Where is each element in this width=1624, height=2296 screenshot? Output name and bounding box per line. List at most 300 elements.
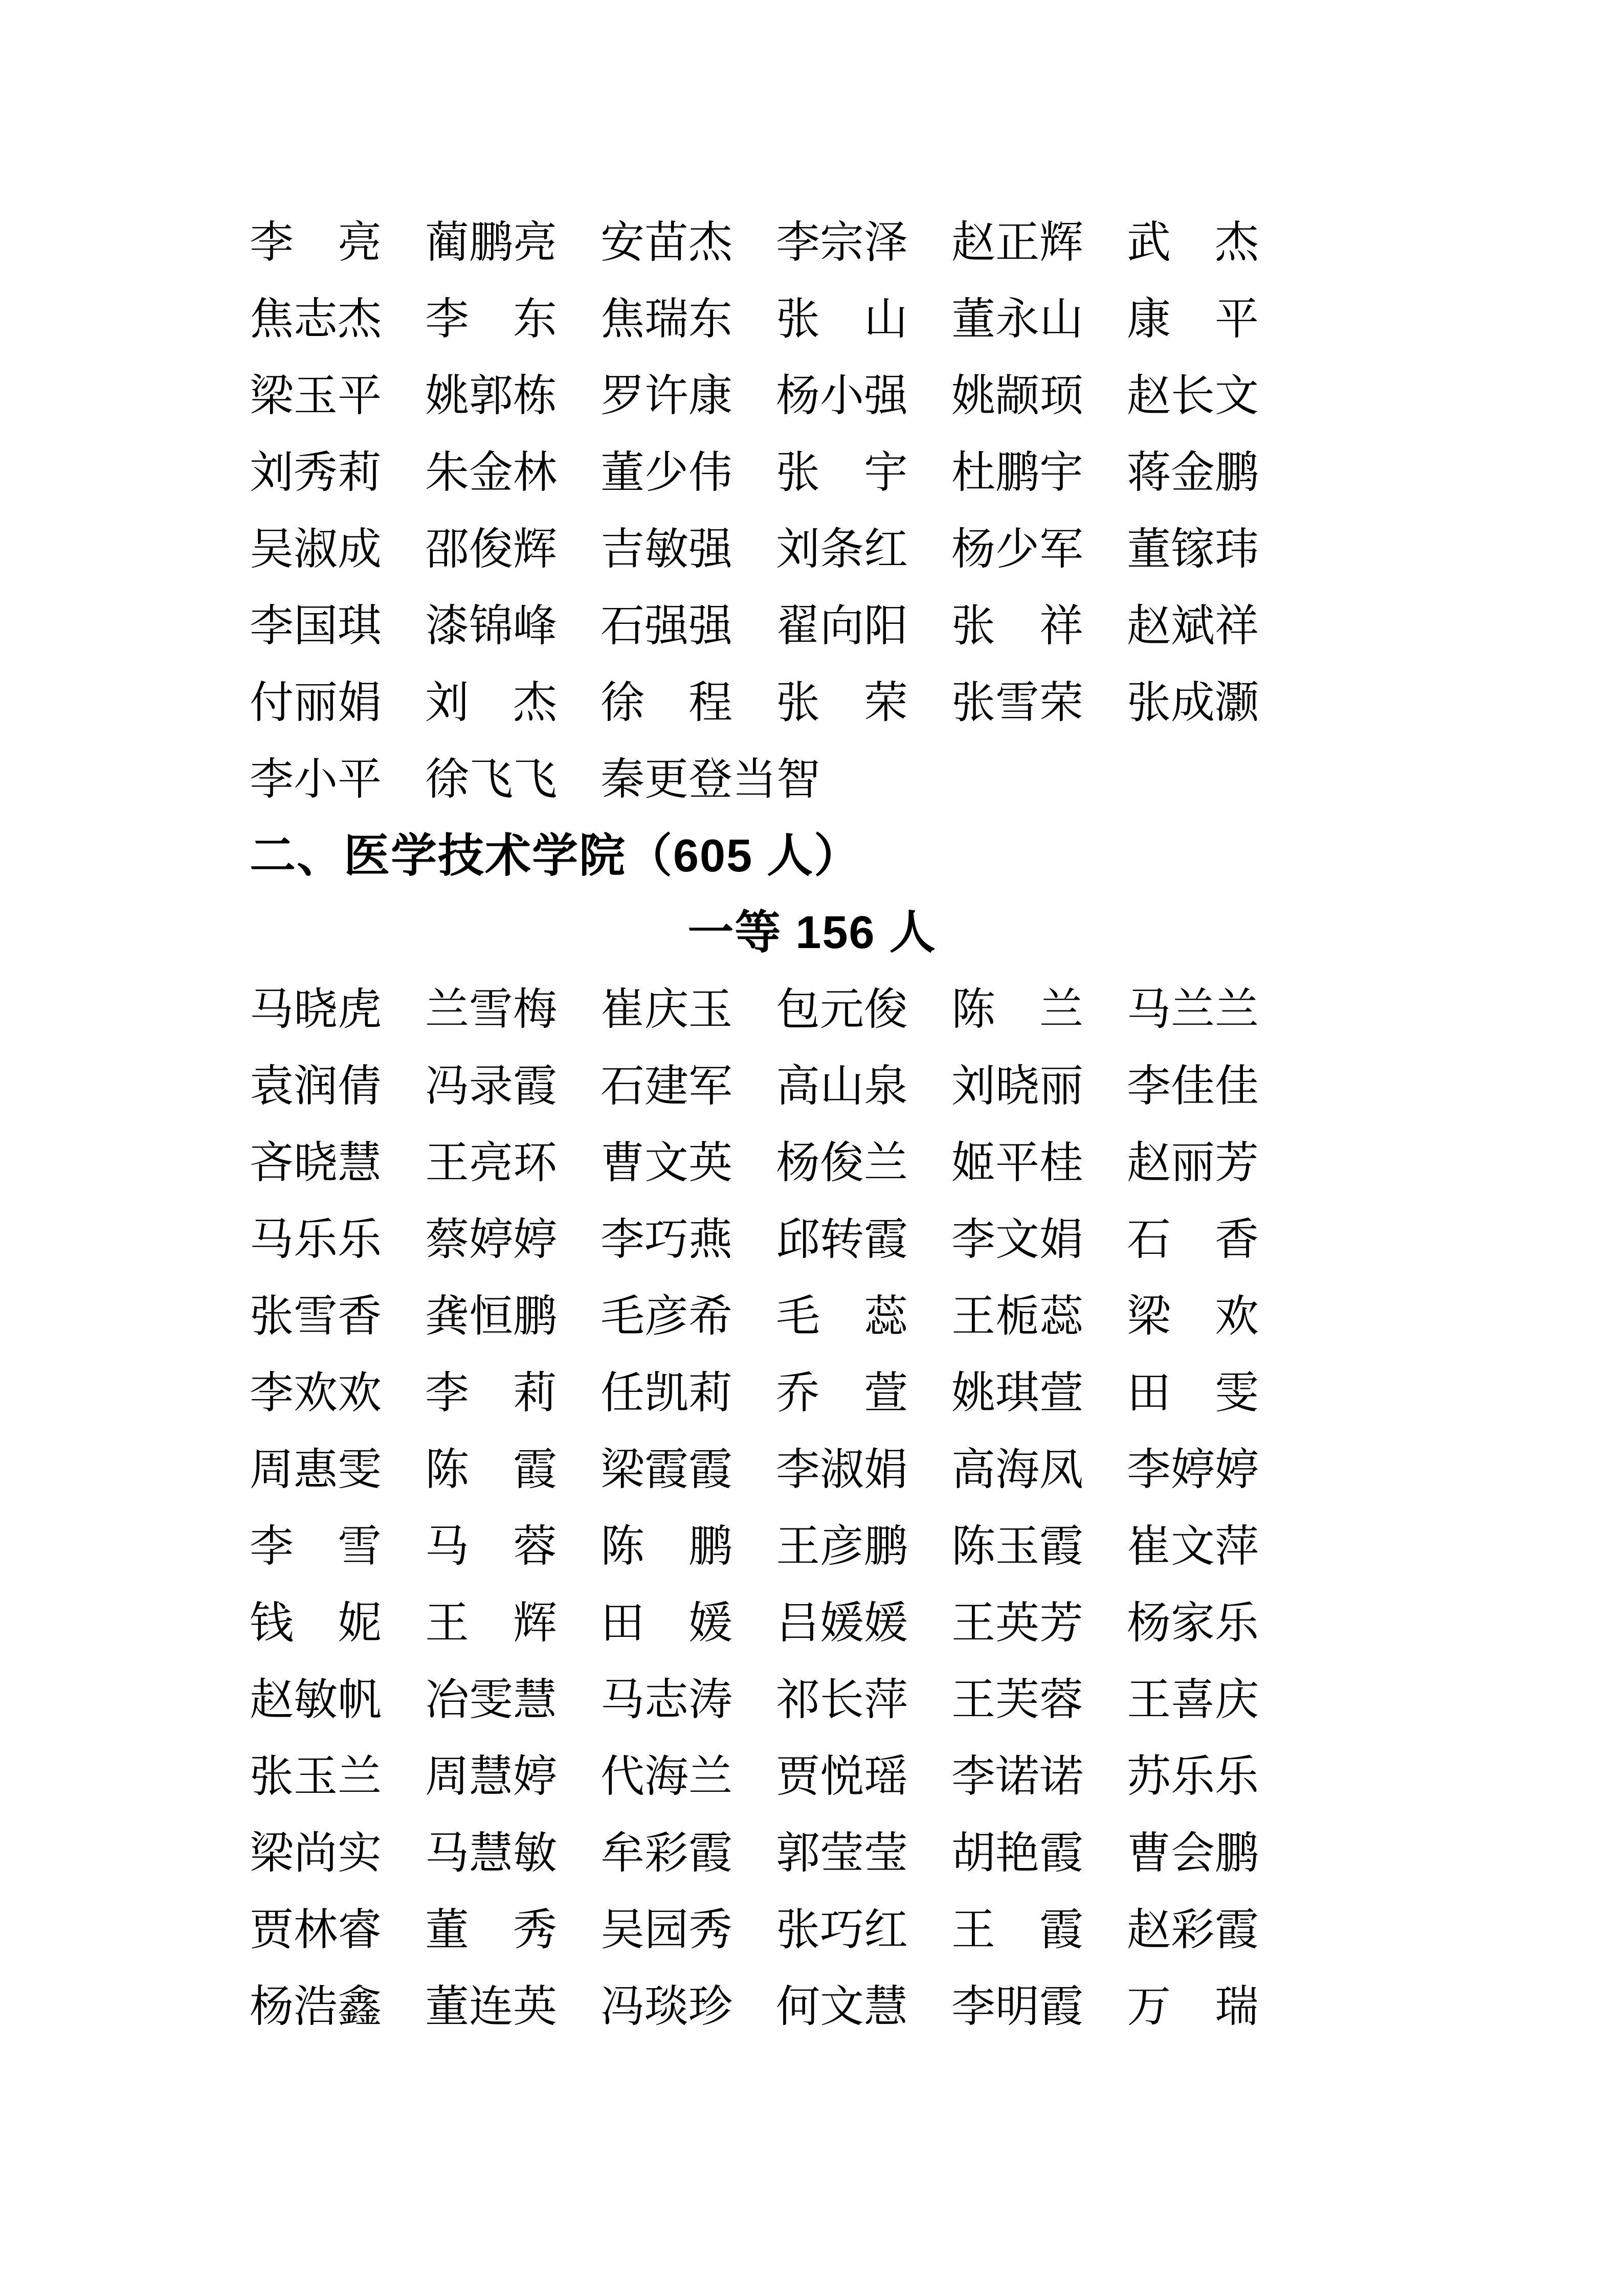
- name-char: 慧: [338, 1138, 382, 1187]
- name-char: 王: [776, 1522, 820, 1571]
- person-name: [776, 1368, 908, 1417]
- person-name: [776, 1675, 908, 1724]
- name-char: 实: [338, 1829, 382, 1878]
- name-char: 彦: [820, 1522, 864, 1571]
- name-char: 张: [776, 678, 820, 727]
- name-char: 俊: [469, 525, 513, 574]
- name-char: 敏: [294, 1675, 338, 1724]
- name-char: 英: [995, 1599, 1039, 1648]
- name-char: 赵: [1127, 371, 1171, 420]
- name-char: 任: [600, 1368, 644, 1417]
- name-char: 徐: [425, 755, 469, 804]
- name-char: 荣: [1039, 678, 1083, 727]
- name-char: 欢: [1215, 1292, 1259, 1341]
- name-char: 艳: [995, 1829, 1039, 1878]
- person-name: [776, 1445, 908, 1494]
- name-row: [250, 1508, 1273, 1585]
- name-char: 登: [688, 755, 732, 804]
- person-name: [425, 1905, 557, 1954]
- person-name: [250, 1905, 382, 1954]
- person-name: [425, 755, 557, 804]
- name-char: 杨: [776, 1138, 820, 1187]
- name-char: 媛: [864, 1599, 908, 1648]
- name-char: 少: [644, 448, 688, 497]
- name-char: 杨: [250, 1982, 294, 2031]
- name-char: 林: [513, 448, 557, 497]
- name-char: 陈: [951, 985, 995, 1034]
- name-char: 鹏: [1215, 448, 1259, 497]
- name-char: 李: [600, 1215, 644, 1264]
- name-char: 马: [425, 1829, 469, 1878]
- name-char: 董: [600, 448, 644, 497]
- name-char: 秀: [513, 1905, 557, 1954]
- person-name: [600, 601, 732, 650]
- name-char: 许: [644, 371, 688, 420]
- name-char: 刘: [776, 525, 820, 574]
- name-char: 晓: [995, 1062, 1039, 1111]
- person-name: [250, 218, 382, 267]
- name-char: 雪: [469, 985, 513, 1034]
- name-char: 玉: [294, 371, 338, 420]
- name-char: 梁: [600, 1445, 644, 1494]
- name-char: 文: [1171, 1522, 1215, 1571]
- name-char: 敏: [644, 525, 688, 574]
- person-name: [600, 218, 732, 267]
- person-name: [951, 1675, 1083, 1724]
- name-char: 海: [995, 1445, 1039, 1494]
- name-char: 更: [644, 755, 688, 804]
- name-row: [250, 971, 1273, 1048]
- person-name: [250, 985, 382, 1034]
- name-char: 斌: [1171, 601, 1215, 650]
- name-row: [250, 204, 1273, 281]
- name-char: 强: [644, 601, 688, 650]
- person-name: [250, 1752, 382, 1801]
- name-char: 镓: [1171, 525, 1215, 574]
- name-char: 鹏: [688, 1522, 732, 1571]
- person-name: [425, 985, 557, 1034]
- name-grid-continuation: [250, 204, 1273, 818]
- name-char: 鹏: [995, 448, 1039, 497]
- person-name: [600, 371, 732, 420]
- name-char: 彦: [644, 1292, 688, 1341]
- name-char: 栀: [995, 1292, 1039, 1341]
- name-char: 芳: [1215, 1138, 1259, 1187]
- person-name: [1127, 985, 1259, 1034]
- name-char: 杰: [513, 678, 557, 727]
- name-char: 石: [600, 601, 644, 650]
- name-char: 霞: [513, 1062, 557, 1111]
- name-char: 杨: [1127, 1599, 1171, 1648]
- person-name: [1127, 678, 1259, 727]
- person-name: [776, 295, 908, 344]
- name-char: 慧: [469, 1752, 513, 1801]
- person-name: [425, 601, 557, 650]
- name-char: 鑫: [338, 1982, 382, 2031]
- person-name: [425, 218, 557, 267]
- name-char: 钱: [250, 1599, 294, 1648]
- name-char: 晓: [294, 985, 338, 1034]
- name-char: 平: [995, 1138, 1039, 1187]
- name-char: 涛: [688, 1675, 732, 1724]
- name-char: 郭: [469, 371, 513, 420]
- name-char: 志: [294, 295, 338, 344]
- name-char: 惠: [294, 1445, 338, 1494]
- person-name: [250, 448, 382, 497]
- name-char: 婷: [513, 1752, 557, 1801]
- name-char: 吴: [600, 1905, 644, 1954]
- name-char: 智: [776, 755, 820, 804]
- name-char: 飞: [513, 755, 557, 804]
- person-name: [951, 1522, 1083, 1571]
- name-char: 玉: [294, 1752, 338, 1801]
- person-name: [776, 525, 908, 574]
- name-row: [250, 434, 1273, 511]
- name-char: 鹏: [1215, 1829, 1259, 1878]
- name-char: 李: [776, 218, 820, 267]
- name-char: 梁: [250, 1829, 294, 1878]
- person-name: [951, 295, 1083, 344]
- name-char: 成: [338, 525, 382, 574]
- name-char: 强: [864, 371, 908, 420]
- name-char: 田: [1127, 1368, 1171, 1417]
- name-char: 金: [1171, 448, 1215, 497]
- name-char: 红: [864, 525, 908, 574]
- name-char: 佳: [1215, 1062, 1259, 1111]
- name-char: 琪: [338, 601, 382, 650]
- name-char: 冶: [425, 1675, 469, 1724]
- name-char: 恒: [469, 1292, 513, 1341]
- person-name: [1127, 1522, 1259, 1571]
- name-char: 润: [294, 1062, 338, 1111]
- name-char: 董: [1127, 525, 1171, 574]
- name-char: 鹏: [469, 218, 513, 267]
- name-char: 红: [864, 1905, 908, 1954]
- name-char: 国: [294, 601, 338, 650]
- name-char: 正: [995, 218, 1039, 267]
- name-char: 环: [513, 1138, 557, 1187]
- name-char: 康: [1127, 295, 1171, 344]
- name-char: 巧: [820, 1905, 864, 1954]
- name-char: 毛: [776, 1292, 820, 1341]
- name-char: 秀: [294, 448, 338, 497]
- name-char: 石: [600, 1062, 644, 1111]
- name-char: 阳: [864, 601, 908, 650]
- person-name: [776, 1522, 908, 1571]
- name-char: 霞: [644, 1445, 688, 1494]
- name-char: 李: [951, 1215, 995, 1264]
- name-char: 贾: [250, 1905, 294, 1954]
- name-char: 当: [732, 755, 776, 804]
- name-char: 东: [513, 295, 557, 344]
- person-name: [250, 371, 382, 420]
- name-char: 乐: [1215, 1752, 1259, 1801]
- name-char: 乐: [1171, 1752, 1215, 1801]
- name-row: [250, 1124, 1273, 1201]
- name-char: 诺: [995, 1752, 1039, 1801]
- name-char: 晓: [294, 1138, 338, 1187]
- person-name: [776, 371, 908, 420]
- name-char: 栋: [513, 371, 557, 420]
- name-char: 顼: [1039, 371, 1083, 420]
- name-char: 佳: [1171, 1062, 1215, 1111]
- name-grid-tier-one: [250, 971, 1273, 2045]
- name-char: 祥: [1039, 601, 1083, 650]
- person-name: [776, 1138, 908, 1187]
- name-char: 张: [250, 1292, 294, 1341]
- name-char: 兰: [425, 985, 469, 1034]
- person-name: [425, 1215, 557, 1264]
- person-name: [1127, 1062, 1259, 1111]
- name-char: 希: [688, 1292, 732, 1341]
- name-char: 军: [1039, 525, 1083, 574]
- name-char: 莉: [688, 1368, 732, 1417]
- name-char: 刘: [250, 448, 294, 497]
- name-char: 巧: [644, 1215, 688, 1264]
- name-char: 张: [951, 678, 995, 727]
- name-char: 姚: [951, 371, 995, 420]
- name-char: 何: [776, 1982, 820, 2031]
- name-char: 庆: [644, 985, 688, 1034]
- name-char: 香: [1215, 1215, 1259, 1264]
- name-char: 向: [820, 601, 864, 650]
- name-char: 袁: [250, 1062, 294, 1111]
- name-char: 董: [425, 1905, 469, 1954]
- person-name: [951, 1829, 1083, 1878]
- person-name: [951, 1982, 1083, 2031]
- person-name: [250, 755, 382, 804]
- name-char: 董: [425, 1982, 469, 2031]
- name-char: 长: [1171, 371, 1215, 420]
- name-char: 苏: [1127, 1752, 1171, 1801]
- person-name: [600, 1445, 732, 1494]
- person-name: [1127, 1368, 1259, 1417]
- name-char: 蔡: [425, 1215, 469, 1264]
- person-name: [951, 1905, 1083, 1954]
- name-row: [250, 1892, 1273, 1968]
- name-char: 乐: [1215, 1599, 1259, 1648]
- name-char: 颛: [995, 371, 1039, 420]
- name-char: 文: [820, 1982, 864, 2031]
- person-name: [951, 1368, 1083, 1417]
- person-name: [250, 1138, 382, 1187]
- name-char: 陈: [951, 1522, 995, 1571]
- name-char: 霞: [1039, 1982, 1083, 2031]
- name-char: 宗: [820, 218, 864, 267]
- name-row: [250, 1278, 1273, 1355]
- name-char: 包: [776, 985, 820, 1034]
- name-char: 亮: [513, 218, 557, 267]
- person-name: [1127, 1138, 1259, 1187]
- person-name: [600, 985, 732, 1034]
- name-char: 马: [250, 985, 294, 1034]
- name-char: 张: [1127, 678, 1171, 727]
- person-name: [425, 1522, 557, 1571]
- name-char: 王: [951, 1292, 995, 1341]
- name-char: 张: [951, 601, 995, 650]
- name-char: 燕: [688, 1215, 732, 1264]
- person-name: [951, 1138, 1083, 1187]
- name-char: 焦: [600, 295, 644, 344]
- person-name: [951, 1752, 1083, 1801]
- name-char: 连: [469, 1982, 513, 2031]
- name-char: 帆: [338, 1675, 382, 1724]
- person-name: [600, 755, 820, 804]
- name-char: 莉: [513, 1368, 557, 1417]
- person-name: [250, 1368, 382, 1417]
- person-name: [425, 1138, 557, 1187]
- person-name: [776, 1982, 908, 2031]
- person-name: [776, 1752, 908, 1801]
- name-char: 康: [688, 371, 732, 420]
- name-char: 蒋: [1127, 448, 1171, 497]
- name-char: 张: [250, 1752, 294, 1801]
- name-row: [250, 664, 1273, 741]
- name-char: 梅: [513, 985, 557, 1034]
- name-char: 媛: [688, 1599, 732, 1648]
- name-char: 雪: [338, 1522, 382, 1571]
- name-char: 婷: [469, 1215, 513, 1264]
- name-char: 芳: [1039, 1599, 1083, 1648]
- name-char: 文: [644, 1138, 688, 1187]
- name-char: 高: [776, 1062, 820, 1111]
- name-char: 霞: [1039, 1522, 1083, 1571]
- name-char: 少: [995, 525, 1039, 574]
- name-char: 马: [600, 1675, 644, 1724]
- person-name: [425, 525, 557, 574]
- person-name: [425, 1829, 557, 1878]
- name-char: 蕊: [864, 1292, 908, 1341]
- person-name: [600, 1368, 732, 1417]
- name-char: 山: [1039, 295, 1083, 344]
- name-char: 李: [1127, 1062, 1171, 1111]
- person-name: [951, 678, 1083, 727]
- person-name: [425, 1752, 557, 1801]
- name-char: 杰: [1215, 218, 1259, 267]
- name-char: 萍: [1215, 1522, 1259, 1571]
- person-name: [776, 678, 908, 727]
- name-char: 长: [820, 1675, 864, 1724]
- name-char: 东: [688, 295, 732, 344]
- person-name: [250, 1675, 382, 1724]
- person-name: [951, 1062, 1083, 1111]
- name-char: 姬: [951, 1138, 995, 1187]
- name-char: 杨: [951, 525, 995, 574]
- name-char: 霞: [864, 1215, 908, 1264]
- name-char: 刘: [425, 678, 469, 727]
- name-char: 王: [951, 1905, 995, 1954]
- name-char: 瑶: [864, 1752, 908, 1801]
- name-char: 李: [425, 1368, 469, 1417]
- name-char: 杜: [951, 448, 995, 497]
- person-name: [951, 1292, 1083, 1341]
- name-char: 灏: [1215, 678, 1259, 727]
- name-char: 莹: [820, 1829, 864, 1878]
- name-char: 霞: [688, 1829, 732, 1878]
- person-name: [425, 1675, 557, 1724]
- name-char: 兰: [688, 1752, 732, 1801]
- name-row: [250, 1661, 1273, 1738]
- name-char: 牟: [600, 1829, 644, 1878]
- name-char: 祥: [1215, 601, 1259, 650]
- name-char: 高: [951, 1445, 995, 1494]
- name-char: 蓉: [513, 1522, 557, 1571]
- person-name: [951, 1599, 1083, 1648]
- name-char: 周: [425, 1752, 469, 1801]
- name-char: 马: [1127, 985, 1171, 1034]
- name-char: 园: [644, 1905, 688, 1954]
- name-char: 赵: [250, 1675, 294, 1724]
- name-char: 萱: [864, 1368, 908, 1417]
- name-char: 香: [338, 1292, 382, 1341]
- person-name: [600, 525, 732, 574]
- name-char: 兰: [1215, 985, 1259, 1034]
- name-row: [250, 1431, 1273, 1508]
- person-name: [600, 1138, 732, 1187]
- person-name: [600, 1675, 732, 1724]
- person-name: [600, 1292, 732, 1341]
- name-char: 李: [250, 755, 294, 804]
- person-name: [1127, 1675, 1259, 1724]
- person-name: [600, 1062, 732, 1111]
- name-row: [250, 588, 1273, 664]
- person-name: [1127, 448, 1259, 497]
- person-name: [776, 601, 908, 650]
- name-char: 程: [688, 678, 732, 727]
- person-name: [250, 1829, 382, 1878]
- name-char: 婷: [1171, 1445, 1215, 1494]
- name-char: 兰: [1171, 985, 1215, 1034]
- name-char: 娟: [864, 1445, 908, 1494]
- name-char: 慧: [513, 1675, 557, 1724]
- name-char: 周: [250, 1445, 294, 1494]
- name-char: 乐: [338, 1215, 382, 1264]
- name-char: 玉: [688, 985, 732, 1034]
- name-char: 丽: [1171, 1138, 1215, 1187]
- name-char: 敏: [513, 1829, 557, 1878]
- name-char: 祁: [776, 1675, 820, 1724]
- name-char: 陈: [425, 1445, 469, 1494]
- name-char: 泉: [864, 1062, 908, 1111]
- name-char: 姚: [425, 371, 469, 420]
- person-name: [951, 1445, 1083, 1494]
- person-name: [250, 1215, 382, 1264]
- name-char: 雯: [469, 1675, 513, 1724]
- name-char: 雪: [294, 1292, 338, 1341]
- name-char: 霞: [688, 1445, 732, 1494]
- name-char: 倩: [338, 1062, 382, 1111]
- name-char: 睿: [338, 1905, 382, 1954]
- name-char: 诺: [1039, 1752, 1083, 1801]
- person-name: [951, 601, 1083, 650]
- name-char: 亮: [469, 1138, 513, 1187]
- person-name: [600, 1215, 732, 1264]
- name-char: 妮: [338, 1599, 382, 1648]
- section-heading: 二、医学技术学院（605 人）: [250, 830, 861, 882]
- person-name: [250, 1522, 382, 1571]
- name-char: 蓉: [1039, 1675, 1083, 1724]
- name-char: 李: [250, 1522, 294, 1571]
- name-char: 崔: [600, 985, 644, 1034]
- name-row: [250, 741, 1273, 818]
- person-name: [951, 1215, 1083, 1264]
- person-name: [250, 295, 382, 344]
- name-char: 马: [425, 1522, 469, 1571]
- name-char: 冯: [600, 1982, 644, 2031]
- name-char: 伟: [688, 448, 732, 497]
- person-name: [951, 525, 1083, 574]
- name-char: 乐: [294, 1215, 338, 1264]
